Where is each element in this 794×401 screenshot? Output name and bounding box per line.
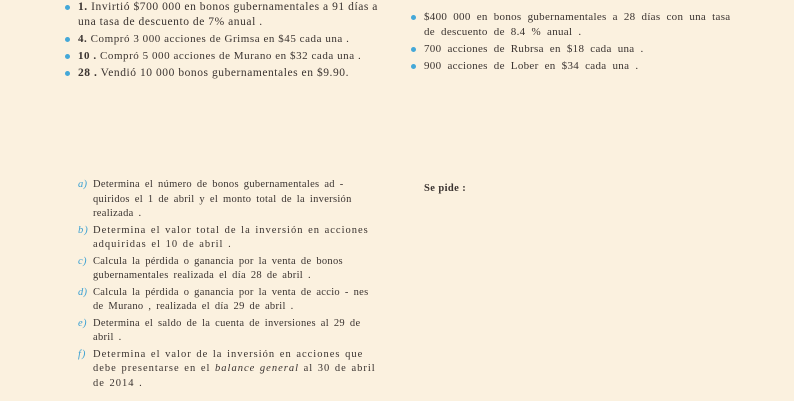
holding-text: 900 acciones de Lober en $34 cada una . <box>424 60 639 72</box>
task-text: Calcula la pérdida o ganancia por la venta de accio - nes de Murano , realizada el día 29 de abril . <box>93 286 369 312</box>
transaction-text: Compró 5 000 acciones de Murano en $32 cada una . <box>96 50 362 62</box>
transaction-item <box>64 0 379 30</box>
holding-item <box>410 59 740 74</box>
transaction-text: Vendió 10 000 bonos gubernamentales en $9.90. <box>97 67 349 79</box>
holding-text: $400 000 en bonos gubernamentales a 28 días con una tasa de descuento de 8.4 % anual . <box>424 11 731 38</box>
transactions-right-list <box>410 10 740 76</box>
holding-item <box>410 10 740 40</box>
holding-text: 700 acciones de Rubrsa en $18 cada una . <box>424 43 644 55</box>
task-item-c <box>78 255 378 284</box>
transaction-text: Compró 3 000 acciones de Grimsa en $45 cada una . <box>87 33 350 45</box>
task-letter: e) <box>78 317 87 329</box>
task-emphasis: balance general <box>215 363 299 374</box>
task-text-after: al 30 de abril de 2014 . <box>93 363 376 389</box>
task-item-d <box>78 286 378 315</box>
transaction-text: Invirtió $700 000 en bonos gubernamentales a 91 días a una tasa de descuento de 7% anual . <box>78 1 378 28</box>
task-letter: b) <box>78 224 89 236</box>
task-letter: c) <box>78 255 87 267</box>
transaction-item <box>64 66 379 81</box>
task-letter: a) <box>78 179 88 190</box>
task-text: Determina el saldo de la cuenta de inversiones al 29 de abril . <box>93 317 361 343</box>
task-letter: f) <box>78 348 87 360</box>
holding-item <box>410 42 740 57</box>
transaction-day: 1. <box>78 1 88 13</box>
task-text: Determina el número de bonos gubernamentales ad - quiridos el 1 de abril y el monto total de la inversión realizada . <box>93 179 352 219</box>
task-item-a <box>78 178 378 222</box>
se-pide-heading: Se pide : <box>424 183 467 194</box>
transaction-day: 4. <box>78 33 88 45</box>
transaction-day: 28 . <box>78 67 98 79</box>
tasks-list <box>78 178 378 393</box>
task-text: Determina el valor de la inversión en acciones que debe presentarse en el <box>93 348 364 374</box>
task-item-e <box>78 317 378 346</box>
task-text: Calcula la pérdida o ganancia por la venta de bonos gubernamentales realizada el día 28 de abril . <box>93 255 343 281</box>
transaction-item <box>64 49 379 64</box>
task-text: Determina el valor total de la inversión en acciones adquiridas el 10 de abril . <box>93 224 369 250</box>
task-item-f <box>78 348 378 392</box>
transaction-day: 10 . <box>78 50 97 62</box>
task-letter: d) <box>78 286 88 298</box>
task-item-b <box>78 224 378 253</box>
transaction-item <box>64 32 379 47</box>
transactions-left-list <box>64 0 379 83</box>
